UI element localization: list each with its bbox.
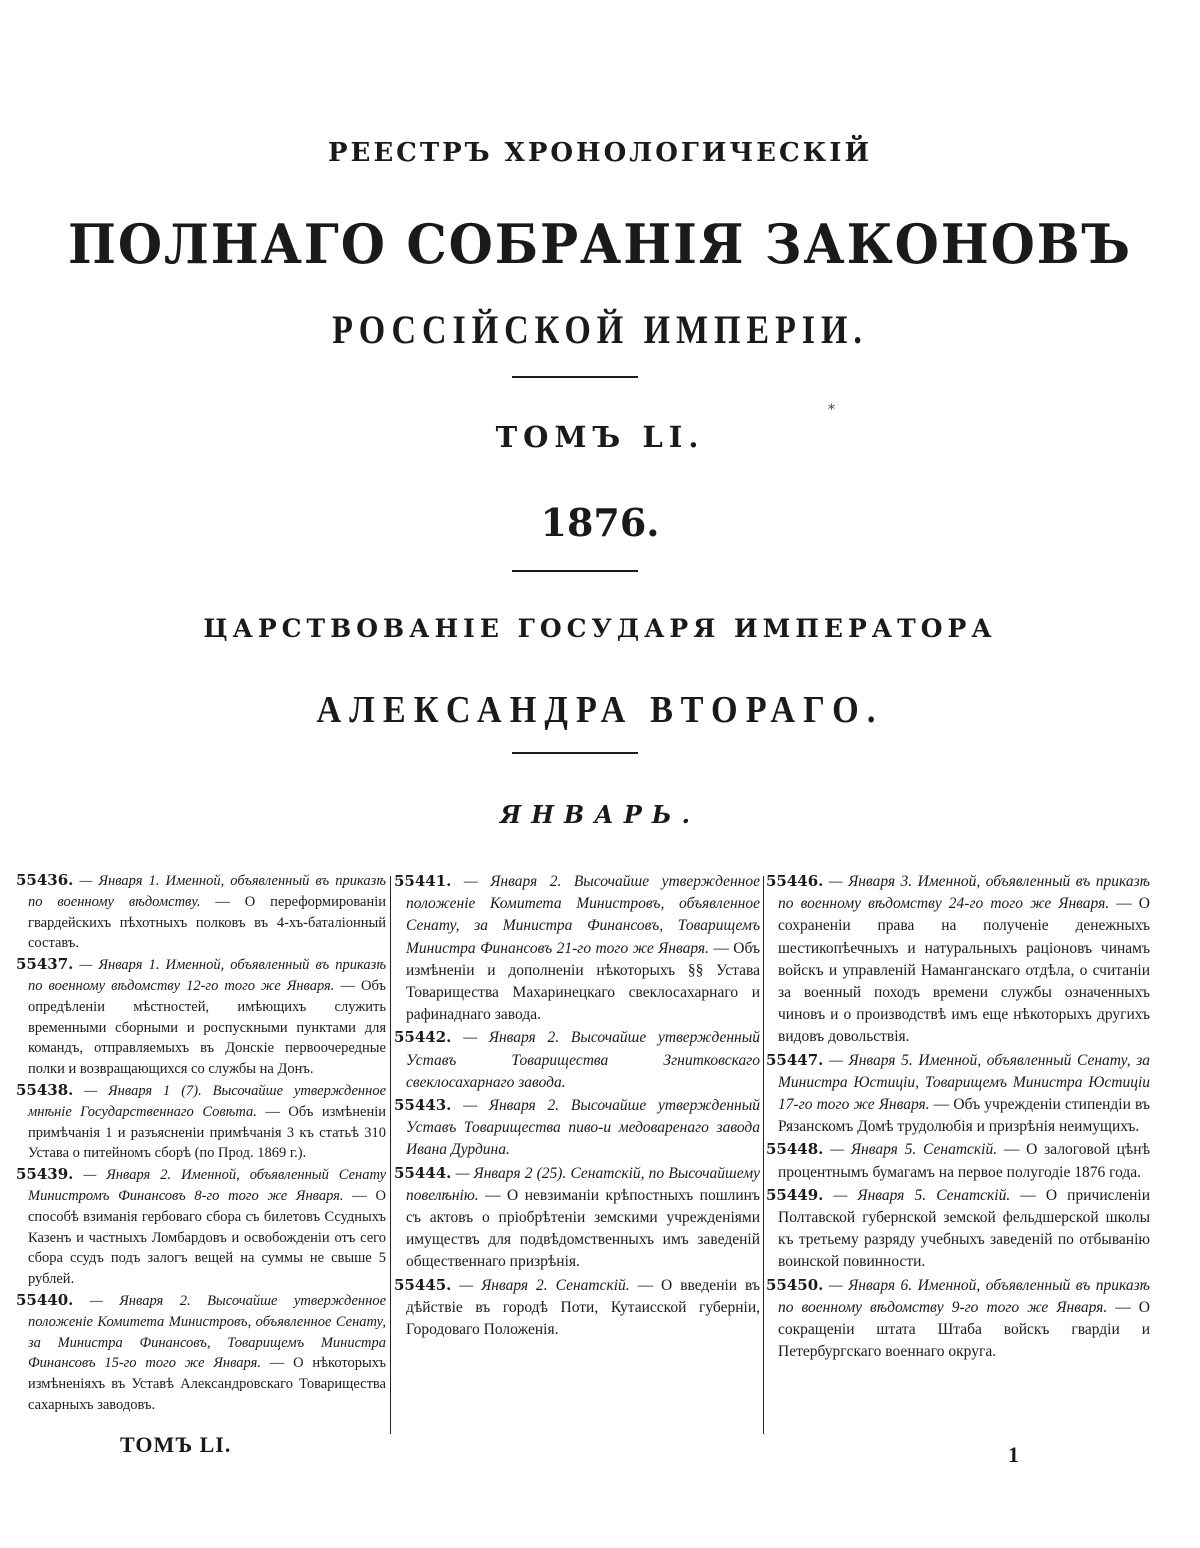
- entry-55445: 55445. — Января 2. Сенатскій. — О введеніи въ дѣйствіе въ городѣ Поти, Кутаисской губерніи, Городоваго Положенія.: [394, 1275, 760, 1339]
- entry-55437: 55437. — Января 1. Именной, объявленный въ приказѣ по военному вѣдомству 12-го того же Января. — Объ опредѣленіи мѣстностей, имѣющихъ служить временными сборными и роспускными пунктами для командъ, отправляемыхъ въ Донскіе первоочередные полки и возвращающихся со службы на Донъ.: [16, 955, 386, 1078]
- entry-55436: 55436. — Января 1. Именной, объявленный въ приказѣ по военному вѣдомству. — О переформированіи гвардейскихъ пѣхотныхъ полковъ въ 4-хъ-баталіонный составъ.: [16, 871, 386, 952]
- entry-55448: 55448. — Января 5. Сенатскій. — О залоговой цѣнѣ процентнымъ бумагамъ на первое полугодіе 1876 года.: [766, 1140, 1151, 1181]
- volume-title: ТОМЪ LI.: [495, 420, 705, 454]
- entry-55440: 55440. — Января 2. Высочайше утвержденное положеніе Комитета Министровъ, объявленное Сенату, за Министра Финансовъ, Товарищемъ Министра Финансовъ 15-го того же Января. — О нѣкоторыхъ измѣненіяхъ въ Уставѣ Александровскаго Товарищества сахарныхъ заводовъ.: [16, 1290, 387, 1413]
- month-heading: ЯНВАРЬ.: [500, 800, 700, 829]
- reign-title: ЦАРСТВОВАНІЕ ГОСУДАРЯ ИМПЕРАТОРА: [203, 614, 997, 643]
- entry-55439: 55439. — Января 2. Именной, объявленный Сенату Министромъ Финансовъ 8-го того же Января. — О способѣ взиманія гербоваго сбора съ билетовъ Ссудныхъ Казенъ и частныхъ Ломбардовъ и освобожденіи отъ сего сбора ссудъ подъ залогъ вещей на суммы не свыше 5 рублей.: [16, 1165, 387, 1288]
- entry-55444: 55444. — Января 2 (25). Сенатскій, по Высочайшему повелѣнію. — О невзиманіи крѣпостныхъ пошлинъ съ актовъ о пріобрѣтеніи земскими учрежденіями имуществъ для подвѣдомственныхъ имъ заведеній общественнаго призрѣнія.: [394, 1163, 761, 1271]
- year-title: 1876.: [540, 500, 660, 545]
- divider-rule: [512, 376, 638, 378]
- entry-55447: 55447. — Января 5. Именной, объявленный Сенату, за Министра Юстиціи, Товарищемъ Министра Юстиціи 17-го того же Января. — Объ учрежденіи стипендіи въ Рязанскомъ Домѣ трудолюбія и призрѣнія неимущихъ.: [766, 1050, 1151, 1136]
- entry-55438: 55438. — Января 1 (7). Высочайше утвержденное мнѣніе Государственнаго Совѣта. — Объ измѣненіи примѣчанія 1 и разъясненіи примѣчанія 3 къ статьѣ 310 Устава о питейномъ сборѣ (по Прод. 1869 г.).: [16, 1080, 387, 1162]
- entry-55443: 55443. — Января 2. Высочайше утвержденный Уставъ Товарищества пиво-и медоваренаго завода Ивана Дурдина.: [394, 1096, 760, 1159]
- empire-title: РОССІЙСКОЙ ИМПЕРІИ.: [332, 307, 868, 352]
- entry-55442: 55442. — Января 2. Высочайше утвержденный Уставъ Товарищества Згнитковскаго свеклосахарнаго завода.: [394, 1028, 760, 1091]
- divider-rule: [512, 570, 638, 572]
- emperor-name: АЛЕКСАНДРА ВТОРАГО.: [316, 689, 884, 731]
- entry-55449: 55449. — Января 5. Сенатскій. — О причисленіи Полтавской губернской земской фельдшерской школы къ третьему разряду учебныхъ заведеній по отбыванію воинской повинности.: [766, 1185, 1151, 1271]
- volume-footer: ТОМЪ LI.: [120, 1432, 232, 1457]
- main-title: ПОЛНАГО СОБРАНІЯ ЗАКОНОВЪ: [68, 212, 1132, 276]
- text-column-2: [394, 870, 760, 1341]
- entry-55450: 55450. — Января 6. Именной, объявленный въ приказѣ по военному вѣдомству 9-го того же Января. — О сокращеніи штата Штаба войскъ гвардіи и Петербургскаго военнаго округа.: [766, 1275, 1150, 1361]
- text-column-3: [766, 870, 1150, 1363]
- stray-mark: *: [828, 402, 835, 418]
- divider-rule: [512, 752, 638, 754]
- registry-title: РЕЕСТРЪ ХРОНОЛОГИЧЕСКІЙ: [327, 138, 873, 168]
- column-divider: [390, 876, 391, 1434]
- text-column-1: [16, 870, 386, 1416]
- entry-55441: 55441. — Января 2. Высочайше утвержденное положеніе Комитета Министровъ, объявленное Сенату, за Министра Финансовъ, Товарищемъ Министра Финансовъ 21-го того же Января. — Объ измѣненіи и дополненіи нѣкоторыхъ §§ Устава Товарищества Махаринецкаго свеклосахарнаго и рафинаднаго завода.: [394, 872, 761, 1024]
- page-number: 1: [1008, 1442, 1019, 1467]
- entry-55446: 55446. — Января 3. Именной, объявленный въ приказѣ по военному вѣдомству 24-го того же Января. — О сохраненіи права на полученіе денежныхъ шестикопѣечныхъ и натуральныхъ раціоновъ чинамъ войскъ и управленій Наманганскаго отдѣла, о считаніи за военный походъ времени службы означенныхъ чиновъ и о производствѣ имъ еще нѣкоторыхъ другихъ видовъ довольствія.: [766, 872, 1150, 1046]
- column-divider: [763, 876, 764, 1434]
